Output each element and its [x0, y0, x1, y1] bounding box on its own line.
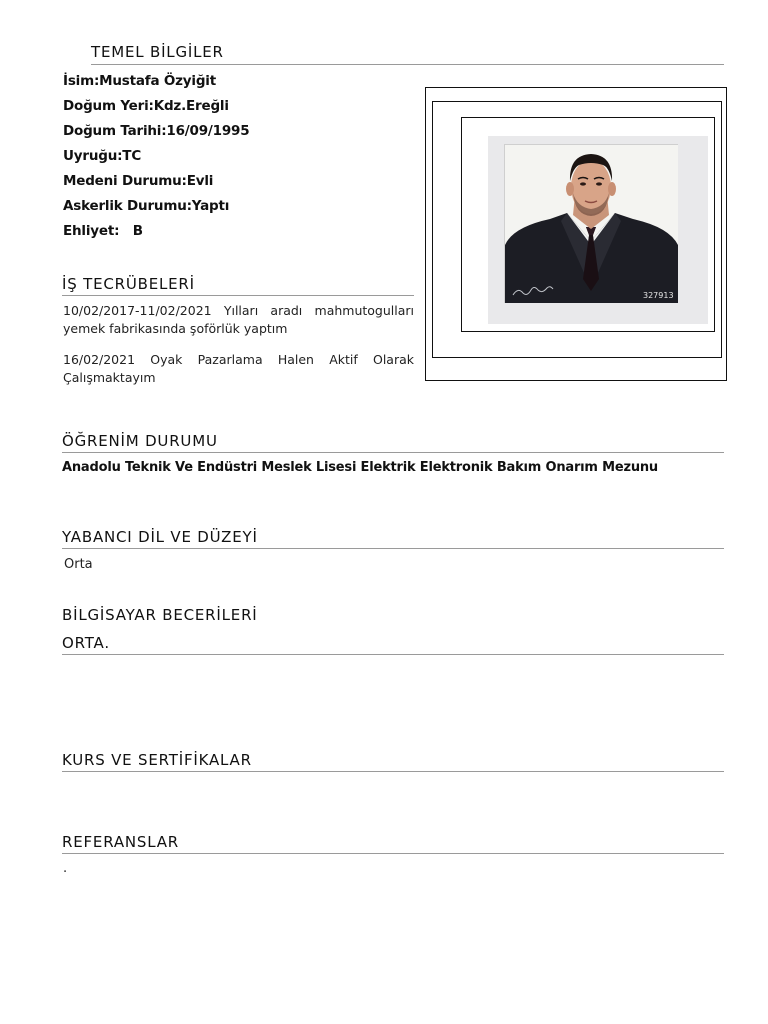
references-title: REFERANSLAR — [62, 833, 180, 851]
profile-photo — [504, 144, 678, 303]
references-rule — [62, 853, 724, 854]
experience-rule — [62, 295, 414, 296]
references-text: . — [63, 861, 68, 876]
language-rule — [62, 548, 724, 549]
info-birthdate: Doğum Tarihi:16/09/1995 — [63, 123, 250, 139]
experience-entry: 10/02/2017-11/02/2021 Yılları aradı mahmutogulları yemek fabrikasında şoförlük yaptım — [63, 303, 414, 336]
computer-skills-rule — [62, 654, 724, 655]
info-nationality: Uyruğu:TC — [63, 148, 142, 164]
computer-skills-level: ORTA. — [62, 634, 110, 652]
courses-rule — [62, 771, 724, 772]
photo-stamp-number: 327913 — [643, 291, 674, 300]
basic-info-rule — [91, 64, 724, 65]
info-birthplace: Doğum Yeri:Kdz.Ereğli — [63, 98, 229, 114]
info-license: Ehliyet: B — [63, 223, 143, 239]
basic-info-title: TEMEL BİLGİLER — [91, 43, 224, 61]
experience-title: İŞ TECRÜBELERİ — [62, 275, 195, 293]
education-title: ÖĞRENİM DURUMU — [62, 432, 218, 450]
info-military-status: Askerlik Durumu:Yaptı — [63, 198, 230, 214]
info-marital-status: Medeni Durumu:Evli — [63, 173, 214, 189]
education-text: Anadolu Teknik Ve Endüstri Meslek Lisesi Elektrik Elektronik Bakım Onarım Mezunu — [62, 460, 658, 475]
computer-skills-title: BİLGİSAYAR BECERİLERİ — [62, 606, 258, 624]
info-name: İsim:Mustafa Özyiğit — [63, 73, 216, 89]
experience-entry: 16/02/2021 Oyak Pazarlama Halen Aktif Olarak Çalışmaktayım — [63, 352, 414, 385]
courses-title: KURS VE SERTİFİKALAR — [62, 751, 252, 769]
language-level: Orta — [64, 557, 93, 572]
language-title: YABANCI DİL VE DÜZEYİ — [62, 528, 258, 546]
education-rule — [62, 452, 724, 453]
